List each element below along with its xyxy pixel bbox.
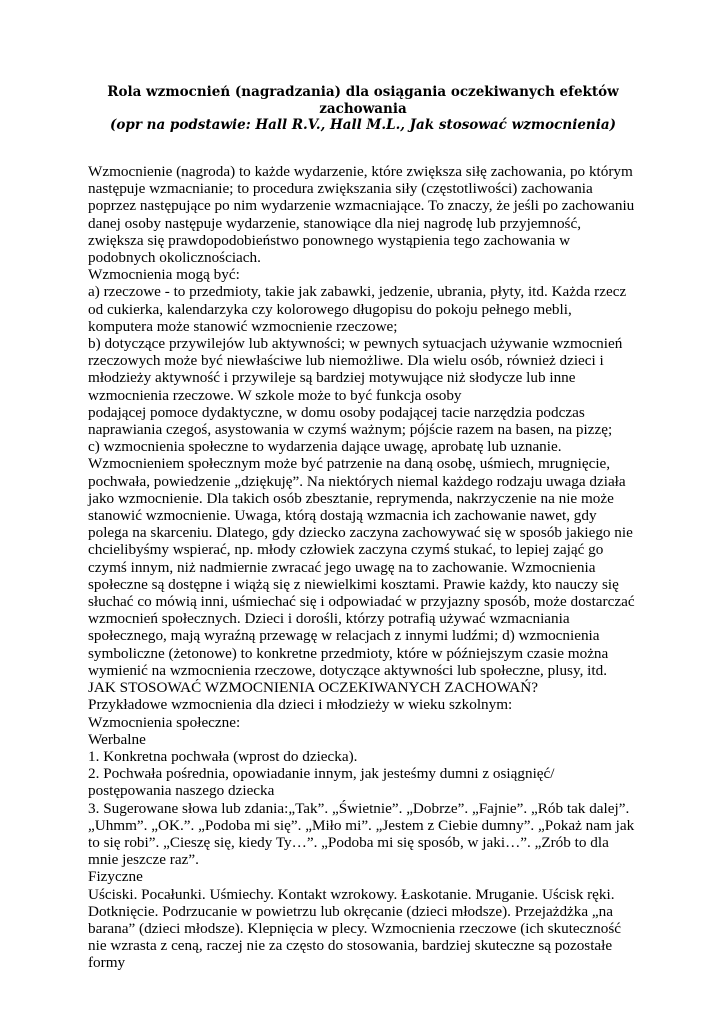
paragraph-social-heading: Wzmocnienia społeczne: bbox=[88, 713, 241, 731]
paragraph-how-to-heading: JAK STOSOWAĆ WZMOCNIENIA OCZEKIWANYCH ZACHOWAŃ? bbox=[88, 679, 538, 697]
paragraph-intro: Wzmocnienie (nagroda) to każde wydarzenie, które zwiększa siłę zachowania, po którym następuje wzmacnianie; to procedura zwiększania siły (częstotliwości) zachowania poprzez następujące po nim wydarzenie wzmacniające. To znaczy, że jeśli po zachowaniu danej osoby następuje wydarzenie, stanowiące dla niej nagrodę lub przyjemność, zwiększa się prawdopodobieństwo ponownego wystąpienia tego zachowania w podobnych okolicznościach. bbox=[88, 163, 635, 267]
paragraph-social: c) wzmocnienia społeczne to wydarzenia dające uwagę, aprobatę lub uznanie. Wzmocnieniem społecznym może być patrzenie na daną osobę, uśmiech, mrugnięcie, pochwała, powiedzenie „dziękuję”. Na niektórych niemal każdego rodzaju uwaga działa jako wzmocnienie. Dla takich osób zbesztanie, reprymenda, nakrzyczenie na nie może stanowić wzmocnienie. Uwaga, którą dostają wzmacnia ich zachowanie nawet, gdy polega na skarceniu. Dlatego, gdy dziecko zaczyna zachowywać się w sposób jakiego nie chcielibyśmy wspierać, np. młody człowiek zaczyna czymś stukać, to lepiej zająć go czymś innym, niż nadmiernie zwracać jego uwagę na to zachowanie. Wzmocnienia społeczne są dostępne i wiążą się z niewielkimi kosztami. Prawie każdy, kto nauczy się słuchać co mówią inni, uśmiechać się i odpowiadać w przyjazny sposób, może dostarczać wzmocnień społecznych. Dzieci i dorośli, którzy potrafią używać wzmacniania społecznego, mają wyraźną przewagę w relacjach z innymi ludźmi; d) wzmocnienia symboliczne (żetonowe) to konkretne przedmioty, które w późniejszym czasie można wymienić na wzmocnienia rzeczowe, dotyczące aktywności lub społeczne, plusy, itd. bbox=[88, 438, 635, 679]
paragraph-physical: Uściski. Pocałunki. Uśmiechy. Kontakt wzrokowy. Łaskotanie. Mruganie. Uścisk ręki. Dotknięcie. Podrzucanie w powietrzu lub okręcanie (dzieci młodsze). Przejażdżka „na barana” (dzieci młodsze). Klepnięcia w plecy. Wzmocnienia rzeczowe (ich skuteczność nie wzrasta z ceną, raczej nie za często do stosowania, bardziej skuteczne są pozostałe formy bbox=[88, 885, 621, 972]
paragraph-privileges: b) dotyczące przywilejów lub aktywności; w pewnych sytuacjach używanie wzmocnień rzeczowych może być niewłaściwe lub niemożliwe. Dla wielu osób, również dzieci i młodzieży aktywność i przywileje są bardziej motywujące niż słodycze lub inne wzmocnienia rzeczowe. W szkole może to być funkcja osoby bbox=[88, 335, 623, 404]
document-title: Rola wzmocnień (nagradzania) dla osiągania oczekiwanych efektów zachowania bbox=[107, 84, 619, 117]
paragraph-physical-heading: Fizyczne bbox=[88, 868, 143, 886]
paragraph-types-heading: Wzmocnienia mogą być: bbox=[88, 266, 240, 284]
paragraph-verbal-heading: Werbalne bbox=[88, 730, 146, 748]
document-subtitle: (opr na podstawie: Hall R.V., Hall M.L., Jak stosować wzmocnienia) bbox=[109, 117, 616, 133]
title-block bbox=[88, 84, 638, 134]
list-item-1: 1. Konkretna pochwała (wprost do dziecka). bbox=[88, 747, 358, 765]
paragraph-privileges-cont: podającej pomoce dydaktyczne, w domu osoby podającej tacie narzędzia podczas naprawiania czegoś, asystowania w czymś ważnym; pójście razem na basen, na pizzę; bbox=[88, 403, 613, 439]
paragraph-examples-intro: Przykładowe wzmocnienia dla dzieci i młodzieży w wieku szkolnym: bbox=[88, 696, 513, 714]
list-item-2: 2. Pochwała pośrednia, opowiadanie innym, jak jesteśmy dumni z osiągnięć/ postępowania naszego dziecka bbox=[88, 765, 555, 800]
paragraph-material: a) rzeczowe - to przedmioty, takie jak zabawki, jedzenie, ubrania, płyty, itd. Każda rzecz od cukierka, kalendarzyka czy kolorowego długopisu do pokoju pełnego mebli, komputera może stanowić wzmocnienie rzeczowe; bbox=[88, 283, 627, 335]
list-item-3: 3. Sugerowane słowa lub zdania:„Tak”. „Świetnie”. „Dobrze”. „Fajnie”. „Rób tak dalej”. „Uhmm”. „OK.”. „Podoba mi się”. „Miło mi”. „Jestem z Ciebie dumny”. „Pokaż nam jak to się robi”. „Cieszę się, kiedy Ty…”. „Podoba mi się sposób, w jaki…”. „Zrób to dla mnie jeszcze raz”. bbox=[88, 799, 635, 869]
document-body bbox=[88, 163, 640, 972]
